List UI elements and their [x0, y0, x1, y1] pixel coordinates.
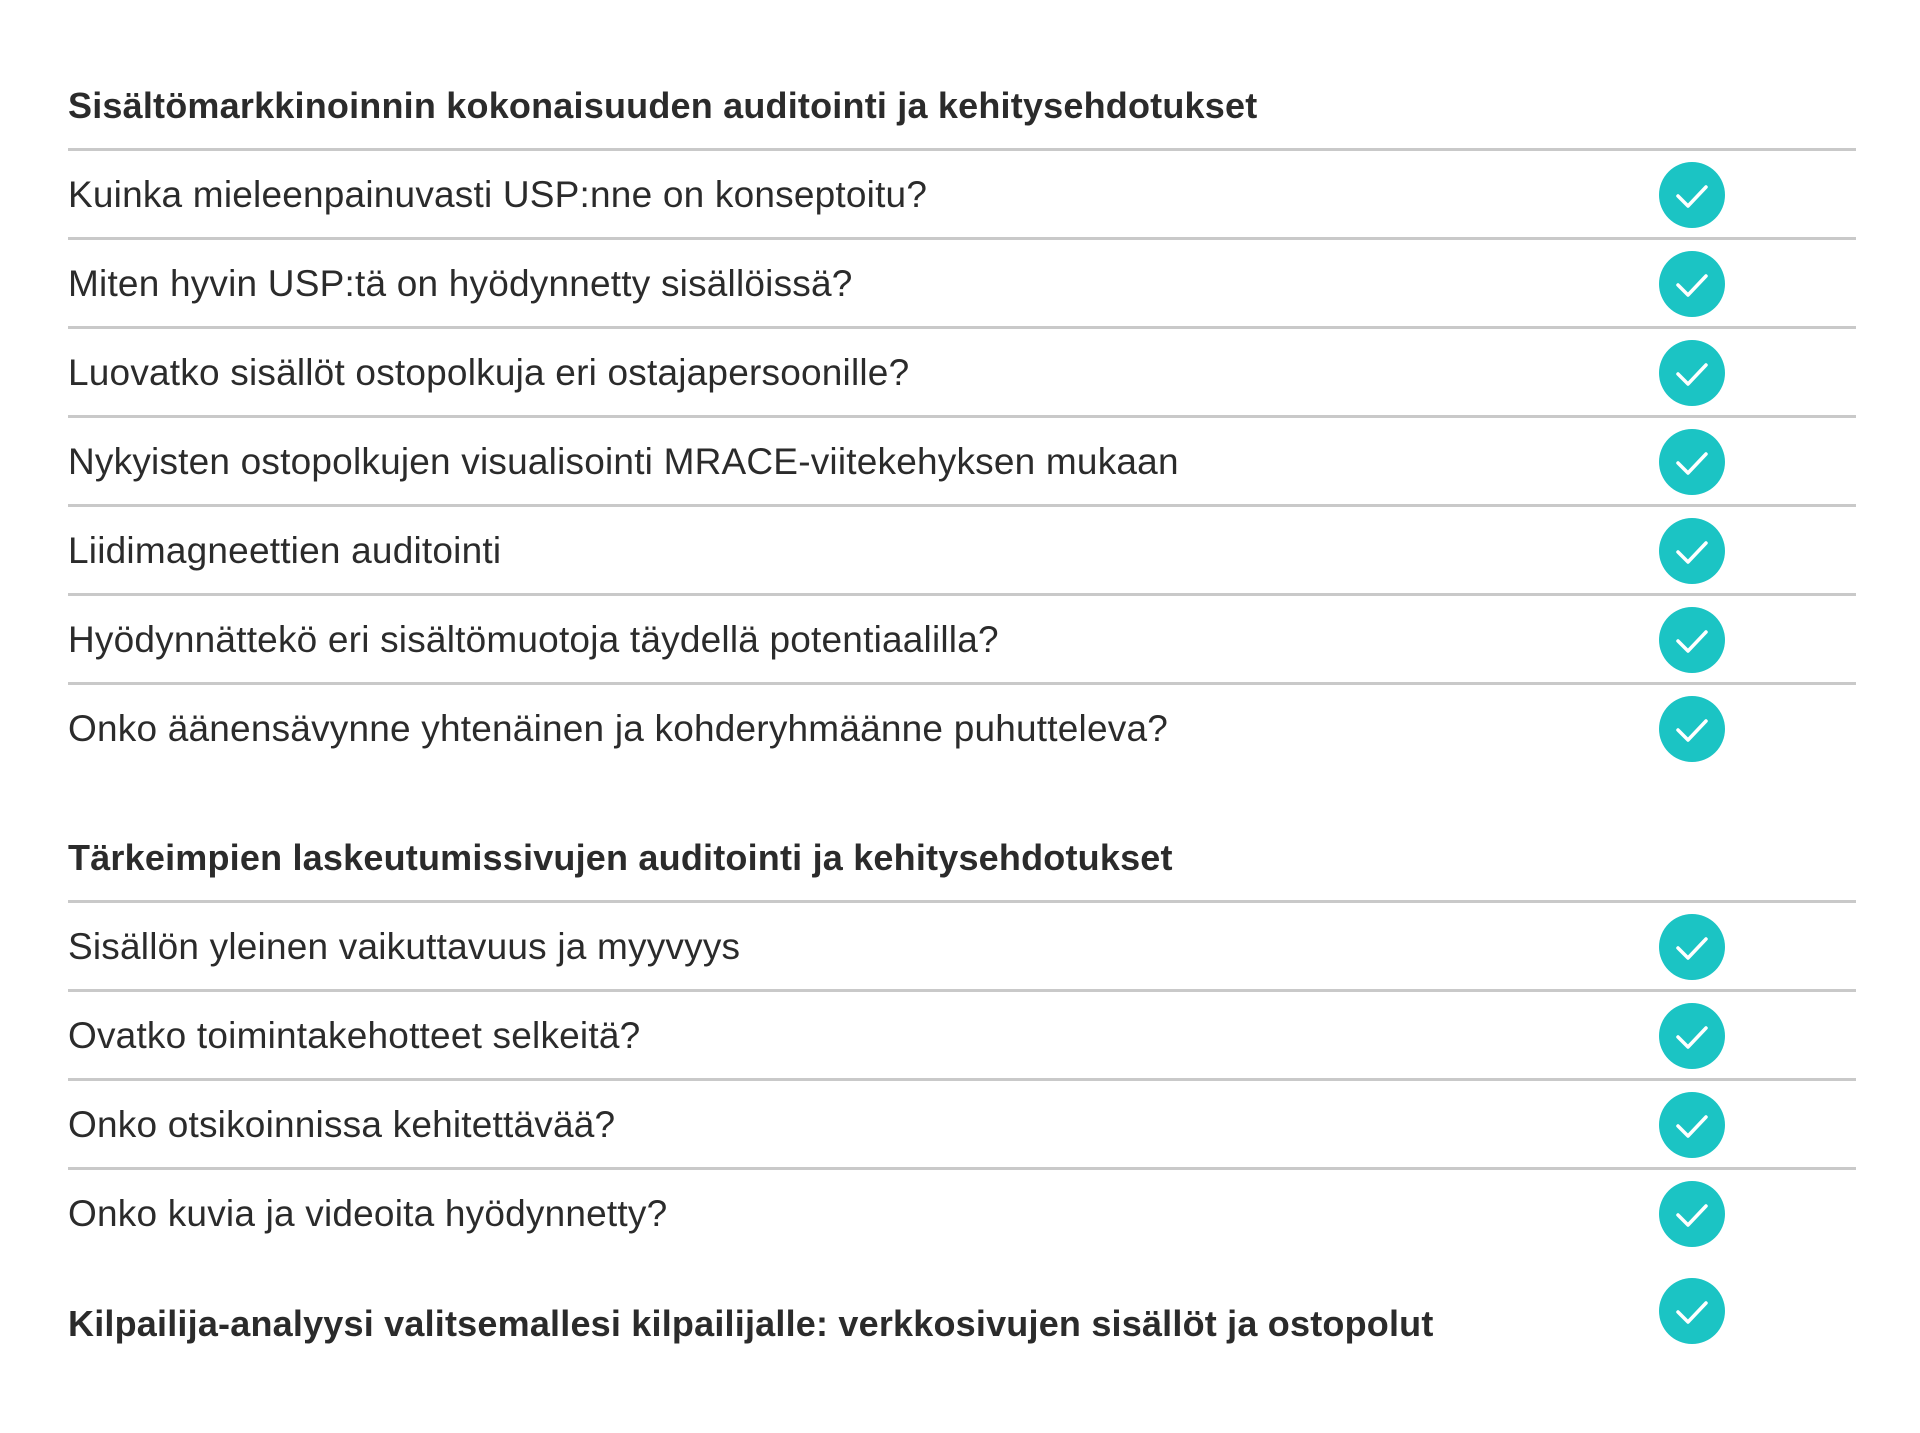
checklist-item-label: Onko kuvia ja videoita hyödynnetty? — [68, 1193, 668, 1234]
checklist-item — [68, 903, 1856, 992]
check-circle-icon — [1659, 1003, 1725, 1069]
checklist-item-label: Hyödynnättekö eri sisältömuotoja täydellä potentiaalilla? — [68, 619, 999, 660]
checklist-item-label: Ovatko toimintakehotteet selkeitä? — [68, 1015, 641, 1056]
check-circle-icon — [1659, 162, 1725, 228]
checklist-item — [68, 1170, 1856, 1259]
checklist-item-label: Onko äänensävynne yhtenäinen ja kohderyhmäänne puhutteleva? — [68, 708, 1168, 749]
check-circle-icon — [1659, 340, 1725, 406]
check-circle-icon — [1659, 1278, 1725, 1344]
checklist-item-label: Miten hyvin USP:tä on hyödynnetty sisällöissä? — [68, 263, 853, 304]
checklist-item — [68, 596, 1856, 685]
checklist-item — [68, 151, 1856, 240]
check-circle-icon — [1659, 518, 1725, 584]
checklist-item — [68, 329, 1856, 418]
check-circle-icon — [1659, 1181, 1725, 1247]
check-circle-icon — [1659, 914, 1725, 980]
checklist-item — [68, 507, 1856, 596]
section-title: Tärkeimpien laskeutumissivujen auditointi ja kehitysehdotukset — [68, 837, 1173, 878]
section-competitor-analysis — [68, 1278, 1856, 1368]
checklist-item-label: Kuinka mieleenpainuvasti USP:nne on konseptoitu? — [68, 174, 928, 215]
checklist-item — [68, 1081, 1856, 1170]
section-title: Sisältömarkkinoinnin kokonaisuuden auditointi ja kehitysehdotukset — [68, 85, 1258, 126]
check-circle-icon — [1659, 251, 1725, 317]
checklist-item-label: Nykyisten ostopolkujen visualisointi MRACE-viitekehyksen mukaan — [68, 441, 1179, 482]
checklist-item — [68, 418, 1856, 507]
checklist-item — [68, 240, 1856, 329]
check-circle-icon — [1659, 1092, 1725, 1158]
check-circle-icon — [1659, 696, 1725, 762]
checklist-item-label: Sisällön yleinen vaikuttavuus ja myyvyys — [68, 926, 741, 967]
section-content-marketing-audit — [68, 84, 1856, 764]
check-circle-icon — [1659, 429, 1725, 495]
checklist-item — [68, 992, 1856, 1081]
section-landing-page-audit — [68, 836, 1856, 1256]
section-title: Kilpailija-analyysi valitsemallesi kilpailijalle: verkkosivujen sisällöt ja ostopolut — [68, 1303, 1434, 1344]
check-circle-icon — [1659, 607, 1725, 673]
checklist-item-label: Luovatko sisällöt ostopolkuja eri ostajapersoonille? — [68, 352, 910, 393]
checklist-item-label: Onko otsikoinnissa kehitettävää? — [68, 1104, 616, 1145]
checklist-item-label: Liidimagneettien auditointi — [68, 530, 502, 571]
checklist-item — [68, 685, 1856, 774]
